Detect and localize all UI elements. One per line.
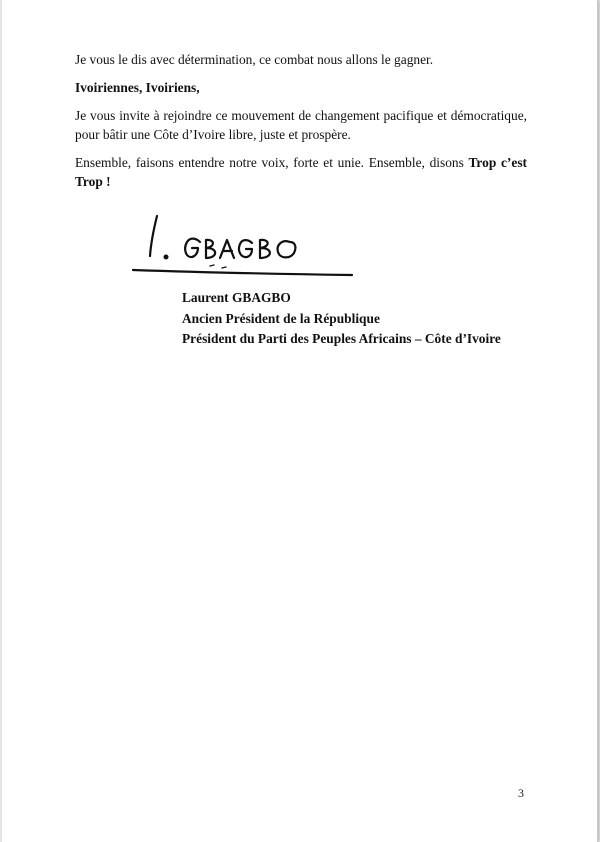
signatory-title-party-president: Président du Parti des Peuples Africains – Côte d’Ivoire <box>182 331 501 346</box>
paragraph-text: Je vous invite à rejoindre ce mouvement de changement pacifique et démocratique, pour bâtir une Côte d’Ivoire libre, juste et prospère. <box>75 108 527 142</box>
closing-slogan: Trop c’est Trop ! <box>75 155 527 189</box>
signatory-name: Laurent GBAGBO <box>182 290 291 305</box>
paragraph-text: Je vous le dis avec détermination, ce combat nous allons le gagner. <box>75 52 434 67</box>
paragraph-determination <box>75 50 527 69</box>
paragraph-closing <box>75 153 527 191</box>
salutation-text: Ivoiriennes, Ivoiriens, <box>75 80 200 95</box>
document-page <box>2 0 598 842</box>
signatory-title-former-president: Ancien Président de la République <box>182 311 380 326</box>
page-number: 3 <box>518 786 524 800</box>
handwritten-signature <box>130 212 360 282</box>
paragraph-invitation <box>75 106 527 144</box>
closing-text: Ensemble, faisons entendre notre voix, forte et unie. Ensemble, disons <box>75 155 469 170</box>
salutation <box>75 78 527 97</box>
closing-paragraph <box>75 153 527 191</box>
signature-graphic <box>130 212 360 282</box>
